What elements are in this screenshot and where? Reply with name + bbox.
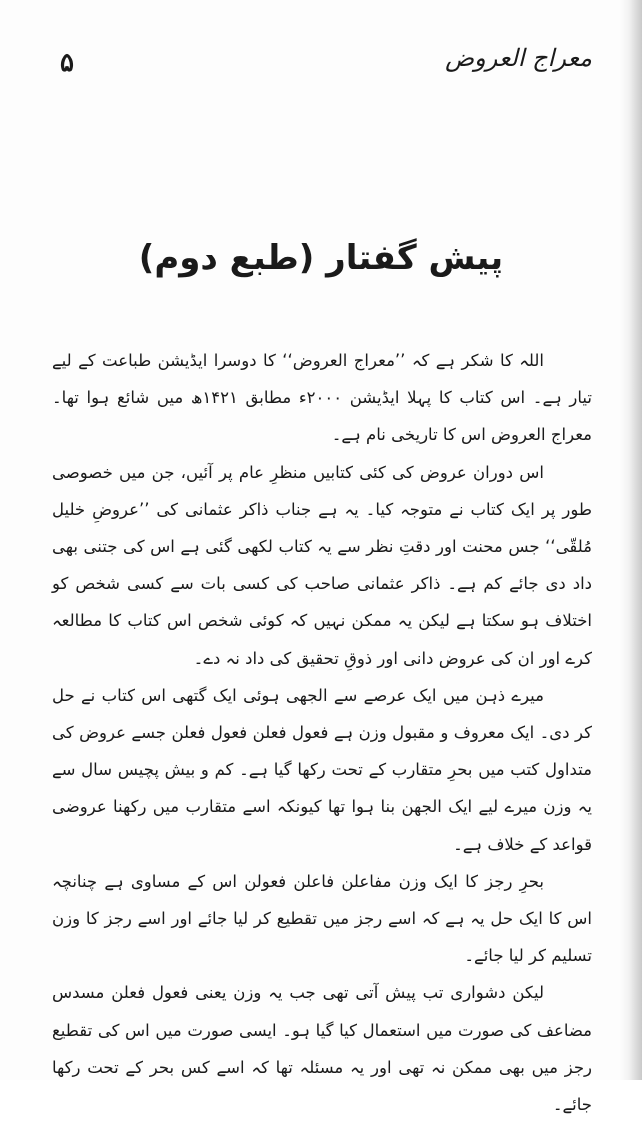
paragraph: اللہ کا شکر ہے کہ ’’معراج العروض‘‘ کا دوسرا ایڈیشن طباعت کے لیے تیار ہے۔ اس کتاب کا پہلا ایڈیشن ۲۰۰۰ء مطابق ۱۴۲۱ھ میں شائع ہوا تھا۔ معراج العروض اس کا تاریخی نام ہے۔ (52, 351, 592, 445)
section-heading: پیش گفتار (طبع دوم) (138, 238, 504, 278)
paragraph: اس دوران عروض کی کئی کتابیں منظرِ عام پر آئیں، جن میں خصوصی طور پر ایک کتاب نے متوجہ کیا۔ یہ ہے جناب ذاکر عثمانی کی ’’عروضِ خلیل مُلقّی‘‘ جس محنت اور دقتِ نظر سے یہ کتاب لکھی گئی ہے اس کی جتنی بھی داد دی جائے کم ہے۔ ذاکر عثمانی صاحب کی کسی بات سے کسی شخص کو اختلاف ہو سکتا ہے لیکن یہ ممکن نہیں کہ کوئی شخص اس کتاب کا مطالعہ کرے اور ان کی عروض دانی اور ذوقِ تحقیق کی داد نہ دے۔ (52, 462, 592, 668)
running-title: معراج العروض (445, 44, 592, 72)
paragraph: بحرِ رجز کا ایک وزن مفاعلن فاعلن فعولن اس کے مساوی ہے چنانچہ اس کا ایک حل یہ ہے کہ اسے رجز میں تقطیع کر لیا جائے اور اسے رجز کا وزن تسلیم کر لیا جائے۔ (52, 871, 592, 966)
page-header (40, 40, 592, 100)
page-number: ۵ (60, 48, 74, 78)
page-edge-shadow (620, 0, 642, 1080)
paragraph: میرے ذہن میں ایک عرصے سے الجھی ہوئی ایک گتھی اس کتاب نے حل کر دی۔ ایک معروف و مقبول وزن ہے فعول فعلن فعول فعلن جسے عروض کی متداول کتب میں بحرِ متقارب کے تحت رکھا گیا ہے۔ کم و بیش پچیس سال سے یہ وزن میرے لیے ایک الجھن بنا ہوا تھا کیونکہ اسے متقارب میں رکھنا عروضی قواعد کے خلاف ہے۔ (52, 685, 592, 854)
body-text (52, 342, 592, 1123)
paragraph: لیکن دشواری تب پیش آتی تھی جب یہ وزن یعنی فعول فعلن مسدس مضاعف کی صورت میں استعمال کیا گیا ہو۔ ایسی صورت میں اس کی تقطیع رجز میں بھی ممکن نہ تھی اور یہ مسئلہ تھا کہ اسے کس بحر کے تحت رکھا جائے۔ (52, 983, 592, 1115)
